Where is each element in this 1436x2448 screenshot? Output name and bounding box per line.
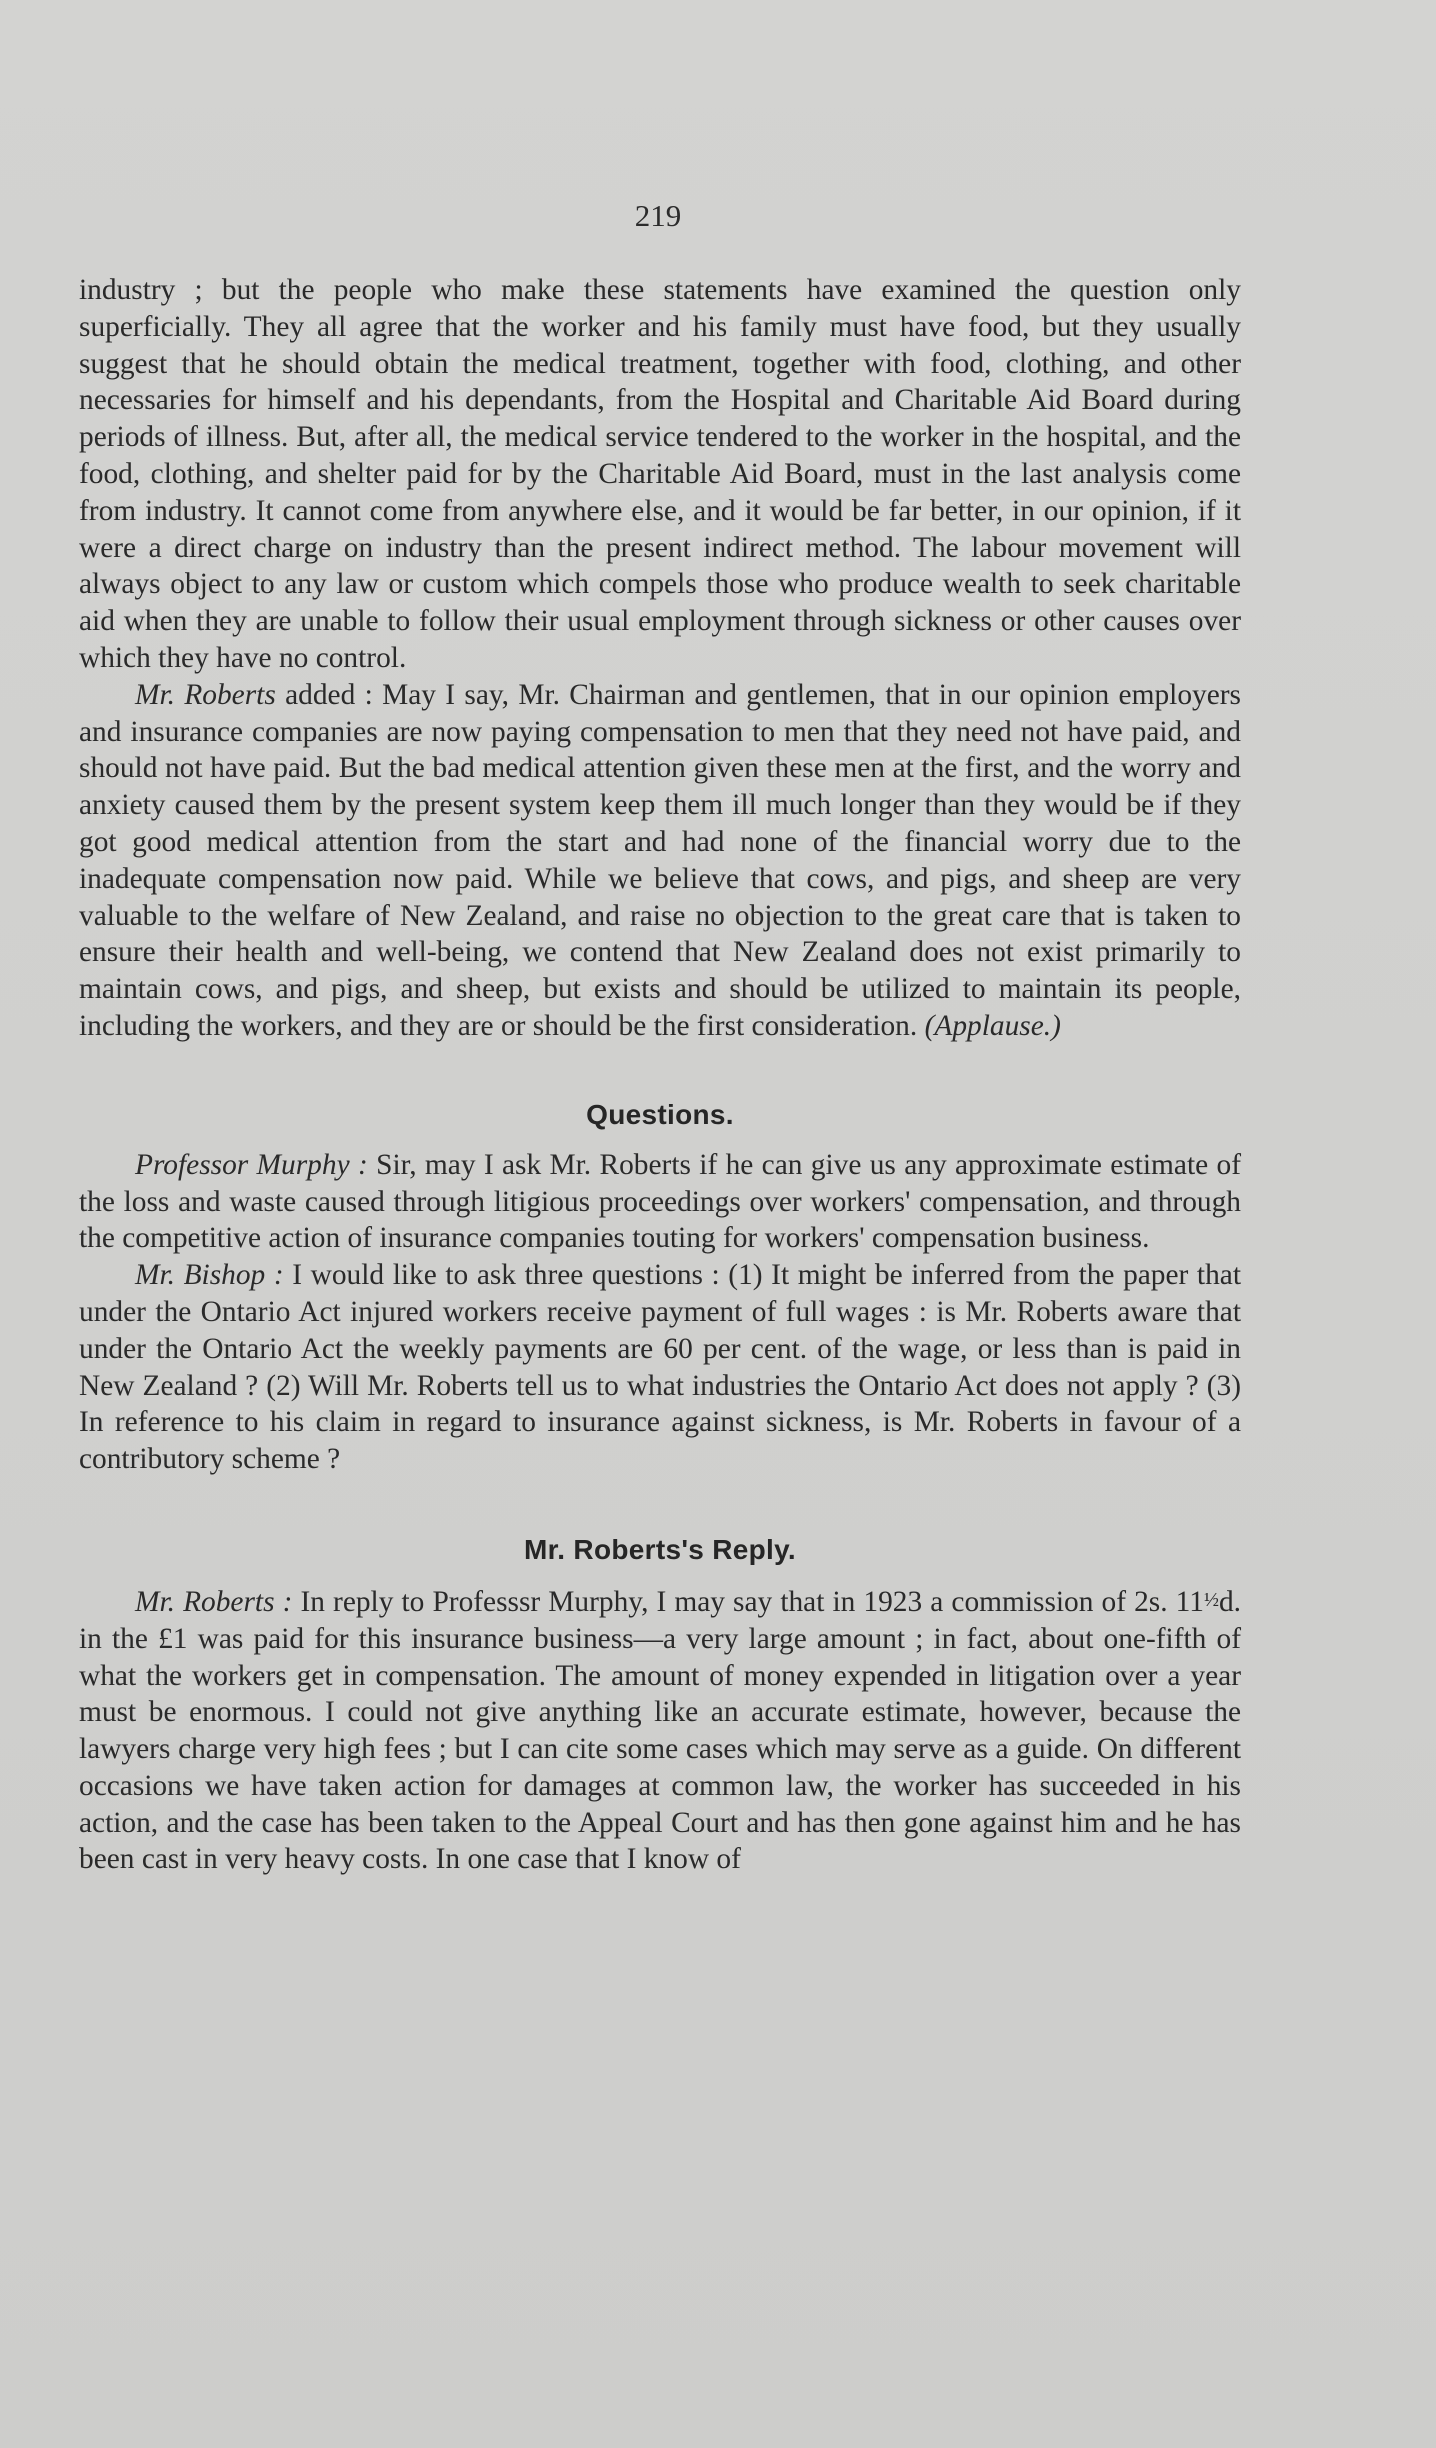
page-number: 219 xyxy=(634,198,682,233)
paragraph-text: In reply to Professsr Murphy, I may say that in 1923 a commission of 2s. 11 xyxy=(292,1585,1204,1618)
speaker-name: Professor Murphy : xyxy=(135,1148,368,1181)
speaker-name: Mr. Roberts xyxy=(135,678,276,711)
body-text xyxy=(79,272,1241,1878)
paragraph-text: added : May I say, Mr. Chairman and gentlemen, that in our opinion employers and insurance companies are now paying compensation to men that they need not have paid, and should not have paid. But the bad medical attention given these men at the first, and the worry and anxiety caused them by the present system keep them ill much longer than they would be if they got good medical attention from the start and had none of the financial worry due to the inadequate compensation now paid. While we believe that cows, and pigs, and sheep are very valuable to the welfare of New Zealand, and raise no objection to the great care that is taken to ensure their health and well-being, we contend that New Zealand does not exist primarily to maintain cows, and pigs, and sheep, but exists and should be utilized to maintain its people, including the workers, and they are or should be the first consideration. xyxy=(79,678,1241,1042)
speaker-name: Mr. Bishop : xyxy=(135,1259,284,1292)
paragraph-roberts-added xyxy=(79,677,1241,1045)
paragraph-industry: industry ; but the people who make these statements have examined the question only superficially. They all agree that the worker and his family must have food, but they usually suggest that he should obtain the medical treatment, together with food, clothing, and other necessaries for himself and his dependants, from the Hospital and Charitable Aid Board during periods of illness. But, after all, the medical service tendered to the worker in the hospital, and the food, clothing, and shelter paid for by the Charitable Aid Board, must in the last analysis come from industry. It cannot come from anywhere else, and it would be far better, in our opinion, if it were a direct charge on industry than the present indirect method. The labour movement will always object to any law or custom which compels those who produce wealth to seek charitable aid when they are unable to follow their usual employment through sickness or other causes over which they have no control. xyxy=(79,274,1241,674)
applause-note: (Applause.) xyxy=(924,1009,1061,1042)
paragraph-text: d. in the £1 was paid for this insurance business—a very large amount ; in fact, about one-fifth of what the workers get in compensation. The amount of money expended in litigation over a year must be enormous. I could not give anything like an accurate estimate, however, because the lawyers charge very high fees ; but I can cite some cases which may serve as a guide. On different occasions we have taken action for damages at common law, the worker has succeeded in his action, and the case has been taken to the Appeal Court and has then gone against him and he has been cast in very heavy costs. In one case that I know of xyxy=(79,1585,1242,1876)
paragraph-text: Sir, may I ask Mr. Roberts if he can give us any approximate estimate of the loss and waste caused through litigious proceedings over workers' compensation, and through the competitive action of insurance companies touting for workers' compensation business. xyxy=(79,1148,1241,1255)
section-heading-questions: Questions. xyxy=(586,1098,734,1130)
paragraph-text: I would like to ask three questions : (1) It might be inferred from the paper that under the Ontario Act injured workers receive payment of full wages : is Mr. Roberts aware that under the Ontario Act the weekly payments are 60 per cent. of the wage, or less than is paid in New Zealand ? (2) Will Mr. Roberts tell us to what industries the Ontario Act does not apply ? (3) In reference to his claim in regard to insurance against sickness, is Mr. Roberts in favour of a contributory scheme ? xyxy=(79,1259,1242,1476)
section-heading-reply: Mr. Roberts's Reply. xyxy=(524,1533,796,1565)
paragraph-roberts-reply xyxy=(79,1582,1241,1878)
paragraph-professor-murphy xyxy=(79,1147,1241,1257)
fraction-half: ½ xyxy=(1203,1588,1219,1611)
speaker-name: Mr. Roberts : xyxy=(135,1585,293,1618)
paragraph-mr-bishop xyxy=(79,1257,1241,1478)
